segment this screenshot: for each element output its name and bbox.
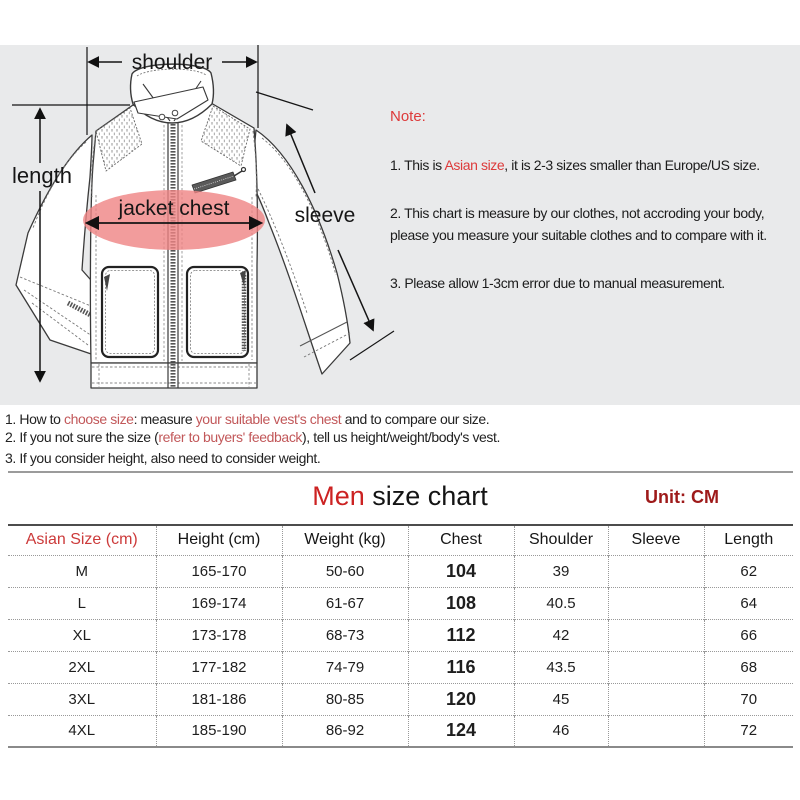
notes-heading: Note: <box>390 108 426 125</box>
size-chart-title: Men size chart <box>312 481 488 511</box>
cell-height: 181-186 <box>156 683 282 715</box>
col-header-height: Height (cm) <box>156 525 282 555</box>
cell-height: 173-178 <box>156 619 282 651</box>
jacket-hem-band <box>91 363 257 388</box>
col-header-length: Length <box>704 525 793 555</box>
tip-1: 1. How to choose size: measure your suitable vest's chest and to compare our size. <box>5 411 490 427</box>
note-2: 2. This chart is measure by our clothes, not accroding your body, please you measure your suitable clothes and to compare with it. <box>390 205 767 243</box>
cell-length: 64 <box>704 587 793 619</box>
diagram-section <box>0 45 800 405</box>
col-header-sleeve: Sleeve <box>608 525 704 555</box>
jacket-chest-label: jacket chest <box>118 197 230 220</box>
cell-chest: 104 <box>408 555 514 587</box>
cell-sleeve <box>608 651 704 683</box>
tip-3: 3. If you consider height, also need to consider weight. <box>5 450 321 466</box>
cell-chest: 124 <box>408 715 514 747</box>
table-row-3xl <box>8 683 793 715</box>
cell-weight: 68-73 <box>282 619 408 651</box>
tip-2-highlight: refer to buyers' feedback <box>158 429 303 445</box>
collar-button <box>172 110 178 116</box>
collar-button <box>159 114 165 120</box>
size-table <box>8 524 793 748</box>
sleeve-label: sleeve <box>294 204 356 227</box>
cell-sleeve <box>608 715 704 747</box>
cell-weight: 74-79 <box>282 651 408 683</box>
col-header-chest: Chest <box>408 525 514 555</box>
cell-shoulder: 45 <box>514 683 608 715</box>
cell-chest: 116 <box>408 651 514 683</box>
cell-weight: 86-92 <box>282 715 408 747</box>
cell-height: 169-174 <box>156 587 282 619</box>
note-1: 1. This is Asian size, it is 2-3 sizes smaller than Europe/US size. <box>390 157 760 173</box>
shoulder-label: shoulder <box>131 51 213 74</box>
table-row-xl <box>8 619 793 651</box>
cell-sleeve <box>608 587 704 619</box>
cell-chest: 112 <box>408 619 514 651</box>
length-label: length <box>12 163 72 188</box>
table-row-4xl <box>8 715 793 747</box>
table-row-2xl <box>8 651 793 683</box>
cell-length: 72 <box>704 715 793 747</box>
cell-shoulder: 39 <box>514 555 608 587</box>
cell-size: L <box>8 587 156 619</box>
note-3: 3. Please allow 1-3cm error due to manual measurement. <box>390 275 725 291</box>
jacket-right-sleeve <box>251 130 350 374</box>
cell-shoulder: 40.5 <box>514 587 608 619</box>
cell-chest: 108 <box>408 587 514 619</box>
cell-height: 165-170 <box>156 555 282 587</box>
cell-length: 70 <box>704 683 793 715</box>
col-header-asian-size: Asian Size (cm) <box>25 531 138 549</box>
cell-size: XL <box>8 619 156 651</box>
cell-size: 2XL <box>8 651 156 683</box>
cell-shoulder: 42 <box>514 619 608 651</box>
cell-size: 3XL <box>8 683 156 715</box>
cell-weight: 80-85 <box>282 683 408 715</box>
note-1-highlight: Asian size <box>444 157 505 173</box>
tip-1-highlight-1: choose size <box>64 411 134 427</box>
size-chart-title-men: Men <box>312 481 365 511</box>
cell-shoulder: 43.5 <box>514 651 608 683</box>
cell-weight: 61-67 <box>282 587 408 619</box>
cell-height: 185-190 <box>156 715 282 747</box>
jacket-measurement-diagram <box>0 45 430 405</box>
cell-length: 66 <box>704 619 793 651</box>
cell-sleeve <box>608 683 704 715</box>
cell-weight: 50-60 <box>282 555 408 587</box>
table-row-l <box>8 587 793 619</box>
cell-sleeve <box>608 619 704 651</box>
cell-length: 62 <box>704 555 793 587</box>
cell-chest: 120 <box>408 683 514 715</box>
col-header-shoulder: Shoulder <box>514 525 608 555</box>
cell-sleeve <box>608 555 704 587</box>
cell-shoulder: 46 <box>514 715 608 747</box>
cell-size: 4XL <box>8 715 156 747</box>
size-table-header-row <box>8 525 793 555</box>
unit-label: Unit: CM <box>645 487 719 507</box>
tip-2: 2. If you not sure the size (refer to buyers' feedback), tell us height/weight/body's vest. <box>5 429 501 445</box>
col-header-weight: Weight (kg) <box>282 525 408 555</box>
cell-length: 68 <box>704 651 793 683</box>
section-divider <box>8 471 793 473</box>
tip-1-highlight-2: your suitable vest's chest <box>195 411 342 427</box>
table-row-m <box>8 555 793 587</box>
cell-size: M <box>8 555 156 587</box>
cell-height: 177-182 <box>156 651 282 683</box>
